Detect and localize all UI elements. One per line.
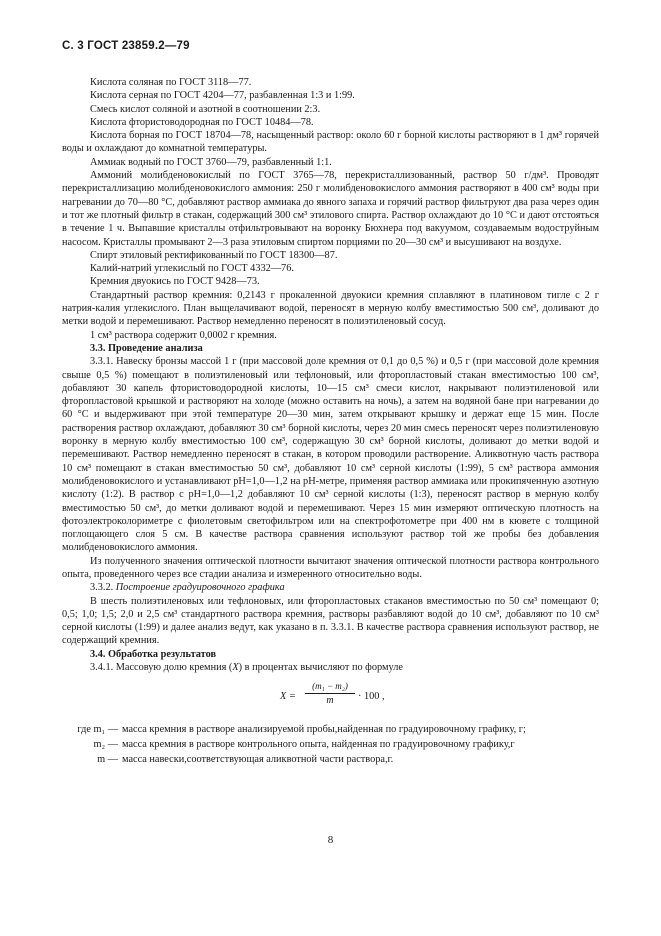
reagent-k-na-carbonate: Калий-натрий углекислый по ГОСТ 4332—76. bbox=[90, 263, 294, 275]
paragraph-3-3-1: 3.3.1. Навеску бронзы массой 1 г (при массовой доле кремния от 0,1 до 0,5 %) и 0,5 г (при массовой доле кремния свыше 0,5 %) помещают в полиэтиленовый или тефлоновый, или фторопластовый стакан вместимостью 100 см³, добавляют 30 капель фтористоводородной кислоты, 10—15 см³ смеси кислот, накрывают полиэтиленовой или фторопластовой крышкой и растворяют на холоде (можно оставить на ночь), а затем на водяной бане при нагревании до 60 °С и выдерживают при этой температуре 20—30 мин, затем открывают крышку и держат еще 15 мин. После растворения раствор охлаждают, добавляют 30 см³ борной кислоты, через 20 мин смесь переносят через полиэтиленовую воронку в мерную колбу вместимостью 100 см³, содержащую 30 см³ борной кислоты, доливают до метки водой и перемешивают. Раствор немедленно переносят в стакан, в котором проводили растворение. Аликвотную часть раствора 10 см³ помещают в стакан вместимостью 50 см³, добавляют 10 см³ серной кислоты (1:99), 5 см³ раствора аммония молибденовокислого и устанавливают pH=1,0—1,2 на pH-метре, применяя раствор аммиака или прокипяченную азотную кислоту (1:2). В раствор с pH=1,0—1,2 добавляют 10 см³ серной кислоты (1:3), переносят раствор в мерную колбу вместимостью 50 см³, до метки доливают водой и перемешивают. Через 15 мин измеряют оптическую плотность на фотоэлектроколориметре с фиолетовым светофильтром или на спектрофотометре при 400 нм в кювете с толщиной поглощающего слоя 5 см. В качестве раствора сравнения используют раствор той же пробы без добавления молибденовокислого аммония. bbox=[62, 356, 599, 554]
page-header: С. 3 ГОСТ 23859.2—79 bbox=[62, 40, 190, 52]
reagent-hf: Кислота фтористоводородная по ГОСТ 10484—78. bbox=[90, 116, 314, 128]
page-number: 8 bbox=[327, 834, 334, 846]
reagent-ethanol: Спирт этиловый ректификованный по ГОСТ 18300—87. bbox=[90, 249, 338, 261]
paragraph-3-3-2-number: 3.3.2. bbox=[90, 582, 114, 594]
section-heading-3-4: 3.4. Обработка результатов bbox=[90, 648, 217, 660]
paragraph-3-4-1: 3.4.1. Массовую долю кремния (X) в процентах вычисляют по формуле bbox=[90, 662, 403, 674]
paragraph-3-3-2-text: В шесть полиэтиленовых или тефлоновых, или фторопластовых стаканов вместимостью по 50 см³ помещают 0; 0,5; 1,0; 1,5; 2,0 и 2,5 см³ стандартного раствора кремния, растворы разбавляют водой до 10 см³, добавляют по 10 см³ серной кислоты (1:99) и далее анализ ведут, как указано в п. 3.3.1. В качестве раствора сравнения используют раствор, не содержащий кремния. bbox=[62, 595, 599, 647]
legend-text: масса кремния в растворе анализируемой пробы,найденная по градуировочному графику, г; bbox=[122, 724, 526, 736]
formula-denominator: m bbox=[326, 695, 334, 707]
legend-text: масса навески,соответствующая аликвотной части раствора,г. bbox=[122, 754, 394, 766]
reagent-acid-mix: Смесь кислот соляной и азотной в соотношении 2:3. bbox=[90, 103, 321, 115]
standard-silicon-solution: Стандартный раствор кремния: 0,2143 г прокаленной двуокиси кремния сплавляют в платиновом тигле с 2 г натрия-калия углекислого. План выщелачивают водой, переносят в мерную колбу вместимостью 500 см³, доливают до метки водой и перемешивают. Раствор немедленно переносят в полиэтиленовый сосуд. bbox=[62, 289, 599, 328]
legend-row-m bbox=[62, 752, 599, 767]
silicon-formula bbox=[62, 678, 599, 718]
legend-label: m₂ — bbox=[93, 739, 118, 751]
paragraph-3-3-2-title: Построение градуировочного графика bbox=[115, 582, 285, 594]
reagent-silica: Кремния двуокись по ГОСТ 9428—73. bbox=[90, 276, 260, 288]
formula-numerator: (m₁ − m₂) bbox=[312, 681, 348, 692]
fraction-bar bbox=[305, 693, 355, 694]
solution-concentration: 1 см³ раствора содержит 0,0002 г кремния. bbox=[90, 329, 277, 341]
paragraph-3-3-2-heading bbox=[62, 581, 599, 594]
section-heading-3-3: 3.3. Проведение анализа bbox=[90, 342, 203, 354]
legend-label: m — bbox=[97, 754, 118, 766]
legend-text: масса кремния в растворе контрольного опыта, найденная по градуировочному графику,г bbox=[122, 739, 515, 751]
page-content bbox=[62, 76, 599, 767]
formula-fraction bbox=[305, 680, 355, 707]
reagent-h2so4: Кислота серная по ГОСТ 4204—77, разбавленная 1:3 и 1:99. bbox=[90, 90, 355, 102]
paragraph-3-3-1-blank: Из полученного значения оптической плотности вычитают значения оптической плотности раствора контрольного опыта, проведенного через все стадии анализа и измеренного относительно воды. bbox=[62, 555, 599, 580]
legend-row-m1 bbox=[62, 722, 599, 737]
formula-rhs: · 100 , bbox=[358, 691, 385, 703]
reagent-hcl: Кислота соляная по ГОСТ 3118—77. bbox=[90, 77, 252, 88]
reagent-ammonia: Аммиак водный по ГОСТ 3760—79, разбавленный 1:1. bbox=[90, 156, 332, 168]
formula-legend bbox=[62, 722, 599, 767]
legend-row-m2 bbox=[62, 737, 599, 752]
reagent-ammonium-molybdate: Аммоний молибденовокислый по ГОСТ 3765—78, перекристаллизованный, раствор 50 г/дм³. Проводят перекристаллизацию молибденовокислого аммония: 250 г молибденовокислого аммония растворяют в 400 см³ воды при нагревании до 70—80 °С, добавляют раствор аммиака до явного запаха и горячий раствор фильтруют два раза через один и тот же плотный фильтр в стакан, содержащий 300 см³ этилового спирта. Раствор охлаждают до 10 °С и дают отстояться в течение 1 ч. Выпавшие кристаллы отфильтровывают на воронку Бюхнера под вакуумом, создаваемым водоструйным насосом. Кристаллы промывают 2—3 раза этиловым спиртом порциями по 20—30 см³ и высушивают на воздухе. bbox=[62, 170, 599, 248]
formula-lhs: X = bbox=[280, 691, 296, 703]
reagent-boric-acid: Кислота борная по ГОСТ 18704—78, насыщенный раствор: около 60 г борной кислоты растворяют в 1 дм³ горячей воды и охлаждают до комнатной температуры. bbox=[62, 130, 599, 155]
legend-label: где m₁ — bbox=[77, 724, 118, 736]
